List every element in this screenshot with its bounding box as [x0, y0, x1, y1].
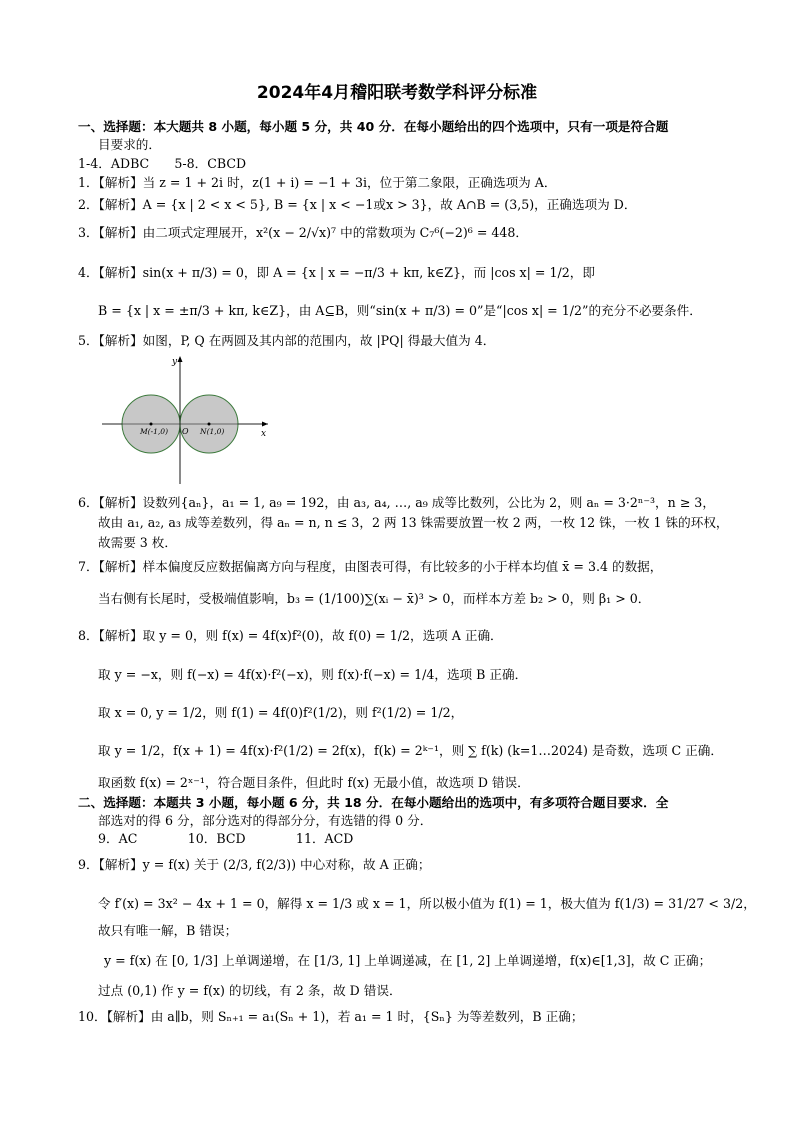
solution-9-c: y = f(x) 在 [0, 1/3] 上单调递增，在 [1/3, 1] 上单调递减，在 [1, 2] 上单调递增，f(x)∈[1,3]，故 C 正确； [104, 953, 712, 968]
left-center-label: M(-1,0) [140, 427, 168, 436]
section-1-heading-cont: 目要求的． [98, 137, 161, 152]
solution-4-cont: B = {x | x = ±π/3 + kπ, k∈Z}，由 A⊆B，则“sin(x + π/3) = 0”是“|cos x| = 1/2”的充分不必要条件． [98, 303, 702, 318]
solution-4: 4．【解析】sin(x + π/3) = 0，即 A = {x | x = −π/3 + kπ, k∈Z}，而 |cos x| = 1/2，即 [78, 265, 595, 280]
section-1-heading: 一、选择题：本大题共 8 小题，每小题 5 分，共 40 分．在每小题给出的四个选项中，只有一项是符合题 [78, 119, 669, 134]
solution-6-cont: 故由 a₁, a₂, a₃ 成等差数列，得 aₙ = n, n ≤ 3，2 两 13 铢需要放置一枚 2 两，一枚 12 铢，一枚 1 铢的环权， [98, 515, 729, 530]
center-m-point [150, 423, 153, 426]
solution-8-c2: 取 y = 1/2，f(x + 1) = 4f(x)·f²(1/2) = 2f(x)，f(k) = 2ᵏ⁻¹，则 ∑ f(k) (k=1…2024) 是奇数，选项 C 正确． [98, 743, 723, 758]
section-2-heading: 二、选择题：本题共 3 小题，每小题 6 分，共 18 分．在每小题给出的选项中，有多项符合题目要求．全 [78, 795, 669, 810]
answers-9-11: 9．AC 10．BCD 11．ACD [98, 831, 354, 846]
solution-9-b-cont: 故只有唯一解，B 错误； [98, 923, 238, 938]
two-circles-figure [96, 352, 276, 488]
solution-3: 3．【解析】由二项式定理展开，x²(x − 2/√x)⁷ 中的常数项为 C₇⁶(−2)⁶ = 448． [78, 225, 529, 240]
answers-1-8: 1-4．ADBC 5-8．CBCD [78, 156, 247, 171]
solution-9-b: 令 f′(x) = 3x² − 4x + 1 = 0，解得 x = 1/3 或 x = 1，所以极小值为 f(1) = 1，极大值为 f(1/3) = 31/27 < 3/2， [98, 896, 756, 911]
center-n-point [208, 423, 211, 426]
solution-8-d: 取函数 f(x) = 2ˣ⁻¹，符合题目条件，但此时 f(x) 无最小值，故选项 D 错误． [98, 775, 530, 790]
solution-9-d: 过点 (0,1) 作 y = f(x) 的切线，有 2 条，故 D 错误． [98, 983, 402, 998]
solution-10: 10．【解析】由 a∥b，则 Sₙ₊₁ = a₁(Sₙ + 1)，若 a₁ = 1 时，{Sₙ} 为等差数列，B 正确； [78, 1009, 584, 1024]
solution-2: 2．【解析】A = {x | 2 < x < 5}, B = {x | x < −1或x > 3}，故 A∩B = (3,5)，正确选项为 D． [78, 197, 637, 212]
solution-8-c1: 取 x = 0, y = 1/2，则 f(1) = 4f(0)f²(1/2)，则 f²(1/2) = 1/2， [98, 705, 464, 720]
solution-9: 9．【解析】y = f(x) 关于 (2/3, f(2/3)) 中心对称，故 A 正确； [78, 857, 431, 872]
solution-8: 8．【解析】取 y = 0，则 f(x) = 4f(x)f²(0)，故 f(0) = 1/2，选项 A 正确． [78, 628, 503, 643]
solution-5: 5．【解析】如图，P, Q 在两圆及其内部的范围内，故 |PQ| 得最大值为 4． [78, 333, 496, 348]
solution-7-cont: 当右侧有长尾时，受极端值影响，b₃ = (1/100)∑(xᵢ − x̄)³ > 0，而样本方差 b₂ > 0，则 β₁ > 0． [98, 591, 651, 606]
solution-6-cont-2: 故需要 3 枚． [98, 535, 177, 550]
solution-1: 1．【解析】当 z = 1 + 2i 时，z(1 + i) = −1 + 3i，位于第二象限，正确选项为 A． [78, 175, 557, 190]
solution-6: 6．【解析】设数列{aₙ}，a₁ = 1, a₉ = 192，由 a₃, a₄, …, a₉ 成等比数列，公比为 2，则 aₙ = 3·2ⁿ⁻³，n ≥ 3， [78, 495, 715, 510]
origin-label: O [182, 427, 189, 436]
x-axis-label: x [261, 429, 267, 439]
solution-8-b: 取 y = −x，则 f(−x) = 4f(x)·f²(−x)，则 f(x)·f(−x) = 1/4，选项 B 正确． [98, 667, 528, 682]
right-center-label: N(1,0) [200, 427, 225, 436]
y-axis-label: y [172, 357, 178, 367]
page-title: 2024年4月稽阳联考数学科评分标准 [256, 83, 538, 103]
solution-7: 7．【解析】样本偏度反应数据偏离方向与程度，由图表可得，有比较多的小于样本均值 x̄ = 3.4 的数据， [78, 559, 663, 574]
section-2-heading-cont: 部选对的得 6 分，部分选对的得部分分，有选错的得 0 分． [98, 813, 433, 828]
